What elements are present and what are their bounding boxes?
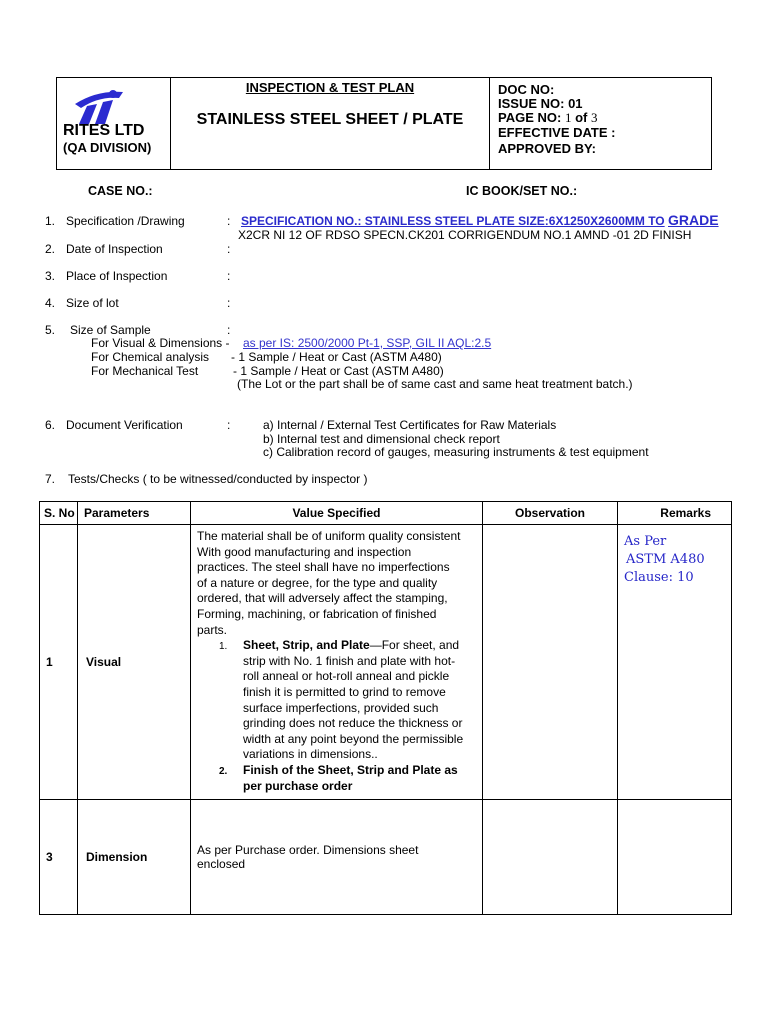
visual-intro-line: With good manufacturing and inspection	[197, 544, 412, 559]
list-number: 1.	[219, 641, 228, 653]
item-6-number: 6.	[45, 418, 56, 432]
list-item-line: roll anneal or hot-roll anneal and pickle	[243, 669, 450, 684]
list-item-line: grinding does not reduce the thickness or	[243, 716, 463, 731]
list-item-line: Finish of the Sheet, Strip and Plate as	[243, 762, 458, 777]
doc-verification-c: c) Calibration record of gauges, measuring instruments & test equipment	[263, 445, 649, 459]
doc-no: DOC NO:	[498, 82, 555, 97]
remarks-line: ASTM A480	[626, 552, 705, 567]
list-number: 2.	[219, 765, 228, 777]
page-of: of	[575, 110, 588, 125]
page-label: PAGE NO:	[498, 110, 562, 125]
plan-title: INSPECTION & TEST PLAN	[245, 80, 415, 95]
specification-line-2: X2CR NI 12 OF RDSO SPECN.CK201 CORRIGENDUM NO.1 AMND -01 2D FINISH	[238, 228, 692, 242]
list-item-line: variations in dimensions..	[243, 747, 378, 762]
sample-chemical-value: - 1 Sample / Heat or Cast (ASTM A480)	[231, 350, 442, 364]
row-1-value	[191, 525, 483, 800]
visual-intro-line: ordered, that will adversely affect the stamping,	[197, 591, 448, 606]
row-1-sno: 1	[40, 525, 78, 800]
visual-intro-line: of a nature or degree, for the type and quality	[197, 575, 438, 590]
page-current: 1	[564, 110, 572, 125]
list-item-text: —For sheet, and	[369, 638, 460, 653]
visual-list-item-2	[219, 762, 482, 794]
item-3-label: Place of Inspection	[66, 269, 168, 283]
list-item-line: surface imperfections, provided such	[243, 700, 439, 715]
row-2-parameter: Dimension	[78, 800, 191, 915]
item-4-colon: :	[227, 296, 231, 310]
list-item-line: finish it is permitted to grind to remove	[243, 684, 446, 699]
row-2-remarks[interactable]	[618, 800, 732, 915]
item-2-label: Date of Inspection	[66, 242, 163, 256]
doc-meta-block	[489, 78, 712, 169]
specification-line-1	[241, 212, 719, 228]
sample-note: (The Lot or the part shall be of same cast and same heat treatment batch.)	[237, 377, 633, 391]
item-5-label: Size of Sample	[70, 323, 151, 337]
item-6-colon: :	[227, 418, 231, 432]
doc-verification-a: a) Internal / External Test Certificates for Raw Materials	[263, 418, 557, 432]
item-5-colon: :	[227, 323, 231, 337]
item-1-number: 1.	[45, 214, 56, 228]
visual-intro-line: The material shall be of uniform quality consistent	[197, 529, 461, 543]
sample-mechanical-label: For Mechanical Test	[91, 364, 199, 378]
item-2-number: 2.	[45, 242, 56, 256]
visual-intro-line: practices. The steel shall have no imperfections	[197, 560, 450, 575]
document-header	[56, 77, 712, 170]
page-no	[498, 110, 597, 126]
ic-book-set-no: IC BOOK/SET NO.:	[466, 184, 578, 198]
visual-intro-line: parts.	[197, 622, 228, 637]
visual-list	[191, 638, 482, 794]
item-6-label: Document Verification	[66, 418, 183, 432]
row-2-sno: 3	[40, 800, 78, 915]
list-item-line: strip with No. 1 finish and plate with hot-	[243, 653, 456, 668]
specification-text: SPECIFICATION NO.: STAINLESS STEEL PLATE SIZE:6X1250X2600MM TO	[241, 214, 665, 228]
item-3-colon: :	[227, 269, 231, 283]
item-2-colon: :	[227, 242, 231, 256]
list-item-title: Sheet, Strip, and Plate	[243, 638, 370, 653]
row-2-value	[191, 800, 483, 915]
company-name: RITES LTD	[63, 122, 145, 139]
remarks-line: As Per	[624, 534, 667, 549]
header-remarks: Remarks	[618, 502, 732, 525]
doc-verification-b: b) Internal test and dimensional check report	[263, 432, 500, 446]
case-no: CASE NO.:	[88, 184, 153, 198]
item-1-label: Specification /Drawing	[66, 214, 185, 228]
approved-by: APPROVED BY:	[498, 141, 596, 156]
table-row	[40, 525, 732, 800]
row-1-parameter: Visual	[78, 525, 191, 800]
division-name: (QA DIVISION)	[63, 140, 152, 155]
visual-intro-line: Forming, machining, or fabrication of finished	[197, 606, 437, 621]
row-1-remarks	[618, 525, 732, 800]
item-5-number: 5.	[45, 323, 56, 337]
sample-mechanical-value: - 1 Sample / Heat or Cast (ASTM A480)	[233, 364, 444, 378]
table-row	[40, 800, 732, 915]
header-parameters: Parameters	[78, 502, 191, 525]
item-3-number: 3.	[45, 269, 56, 283]
item-7-number: 7.	[45, 472, 56, 486]
visual-list-item-1	[219, 638, 482, 763]
item-4-number: 4.	[45, 296, 56, 310]
dimension-value-line: enclosed	[197, 857, 246, 871]
item-7-label: Tests/Checks ( to be witnessed/conducted by inspector )	[68, 472, 368, 486]
sample-visual-value[interactable]: as per IS: 2500/2000 Pt-1, SSP, GIL II AQL:2.5	[243, 336, 492, 350]
sample-visual-label: For Visual & Dimensions -	[91, 336, 230, 350]
header-observation: Observation	[483, 502, 618, 525]
specification-grade: GRADE	[668, 212, 719, 228]
visual-intro	[191, 525, 482, 638]
dimension-value-line: As per Purchase order. Dimensions sheet	[197, 843, 419, 857]
item-1-colon: :	[227, 214, 231, 228]
list-item-line: width at any point beyond the permissible	[243, 731, 464, 746]
company-block	[57, 78, 171, 169]
plan-subtitle: STAINLESS STEEL SHEET / PLATE	[196, 111, 464, 128]
list-item-line: per purchase order	[243, 778, 353, 793]
header-value-specified: Value Specified	[191, 502, 483, 525]
remarks-line: Clause: 10	[624, 570, 694, 585]
tests-table	[39, 501, 732, 915]
header-sno: S. No	[40, 502, 78, 525]
item-4-label: Size of lot	[66, 296, 119, 310]
page-total: 3	[590, 110, 598, 125]
table-header-row	[40, 502, 732, 525]
row-1-observation[interactable]	[483, 525, 618, 800]
row-2-observation[interactable]	[483, 800, 618, 915]
effective-date: EFFECTIVE DATE :	[498, 125, 616, 140]
issue-no: ISSUE NO: 01	[498, 96, 583, 111]
sample-chemical-label: For Chemical analysis	[91, 350, 210, 364]
